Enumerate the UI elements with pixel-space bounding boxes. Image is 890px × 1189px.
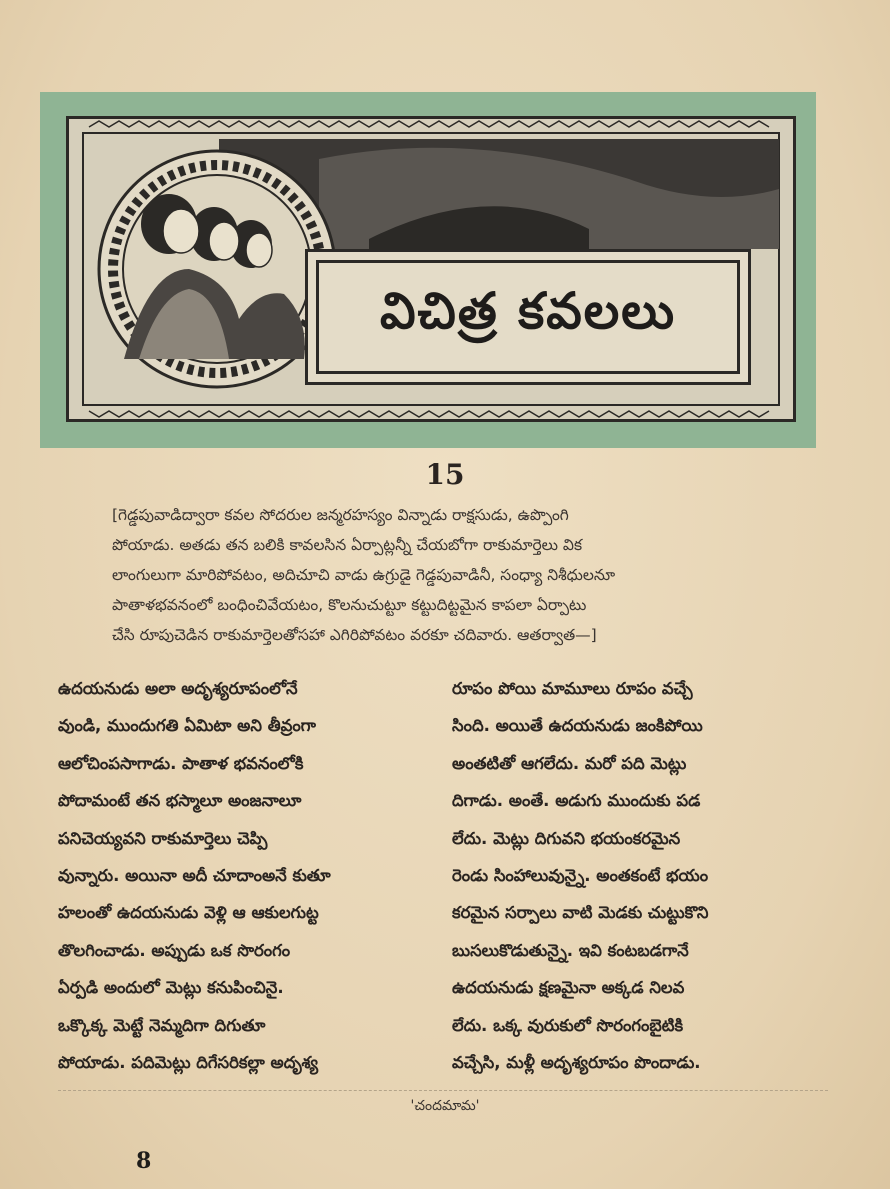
body-line: అంతటితో ఆగలేదు. మరో పది మెట్లు <box>452 753 687 773</box>
title-banner <box>40 92 816 448</box>
body-line: పోయాడు. పదిమెట్లు దిగేసరికల్లా అదృశ్య <box>58 1053 319 1073</box>
body-line: వున్నారు. అయినా అదీ చూదాంఅనే కుతూ <box>58 866 331 886</box>
body-line: పనిచెయ్యవని రాకుమార్తెలు చెప్పి <box>58 828 268 848</box>
body-line: ఒక్కొక్క మెట్టే నెమ్మదిగా దిగుతూ <box>58 1015 266 1035</box>
text-column-left <box>58 670 428 1081</box>
summary-line: లాంగులుగా మారిపోవటం, అదిచూచి వాడు ఉగ్రుడై గెడ్డపువాడినీ, సంధ్యా నిశీధులనూ <box>112 566 616 584</box>
magazine-name: 'చందమామ' <box>410 1098 480 1114</box>
story-summary <box>112 500 772 650</box>
page-title: విచిత్ర కవలలు <box>379 281 676 340</box>
body-line: లేదు. మెట్లు దిగువని భయంకరమైన <box>452 828 681 848</box>
body-line: తొలగించాడు. అప్పుడు ఒక సొరంగం <box>58 940 291 960</box>
body-line: బుసలుకొడుతున్నై. ఇవి కంటబడగానే <box>452 940 689 960</box>
footer-divider <box>58 1090 828 1091</box>
body-line: దిగాడు. అంతే. అడుగు ముందుకు పడ <box>452 791 701 811</box>
body-line: వుండి, ముందుగతి ఏమిటా అని తీవ్రంగా <box>58 716 316 736</box>
body-line: సింది. అయితే ఉదయనుడు జంకిపోయి <box>452 716 703 736</box>
body-line: ఉదయనుడు క్షణమైనా అక్కడ నిలవ <box>452 978 685 998</box>
body-line: వచ్చేసి, మళ్లీ అదృశ్యరూపం పొందాడు. <box>452 1053 701 1073</box>
summary-line: [గెడ్డపువాడిద్వారా కవల సోదరుల జన్మరహస్యం విన్నాడు రాక్షసుడు, ఉప్పొంగి <box>112 506 569 524</box>
chapter-number: 15 <box>425 458 465 491</box>
banner-illustration <box>66 116 796 422</box>
summary-line: పోయాడు. అతడు తన బలికి కావలసిన ఏర్పాట్లన్నీ చేయబోగా రాకుమార్తెలు విక <box>112 536 583 554</box>
body-line: లేదు. ఒక్క వురుకులో సొరంగంబైటికి <box>452 1015 684 1035</box>
body-line: ఉదయనుడు అలా అదృశ్యరూపంలోనే <box>58 679 298 698</box>
body-line: రూపం పోయి మామూలు రూపం వచ్చే <box>452 679 693 698</box>
body-line: రెండు సింహాలువున్నై. అంతకంటే భయం <box>452 866 709 886</box>
page-number: 8 <box>136 1148 152 1174</box>
body-line: ఆలోచింపసాగాడు. పాతాళ భవనంలోకి <box>58 753 304 773</box>
body-line: హలంతో ఉదయనుడు వెళ్లి ఆ ఆకులగుట్ట <box>58 903 319 923</box>
body-line: కరమైన సర్పాలు వాటి మెడకు చుట్టుకొని <box>452 903 709 923</box>
text-column-right <box>452 670 822 1081</box>
title-box <box>305 249 751 385</box>
summary-line: చేసి రూపుచెడిన రాకుమార్తెలతోసహా ఎగిరిపోవటం వరకూ చదివారు. ఆతర్వాత—] <box>112 626 597 644</box>
body-line: ఏర్పడి అందులో మెట్లు కనుపించినై. <box>58 978 284 998</box>
body-line: పోదామంటే తన భస్మాలూ అంజనాలూ <box>58 791 302 811</box>
summary-line: పాతాళభవనంలో బంధించివేయటం, కొలనుచుట్టూ కట్టుదిట్టమైన కాపలా ఏర్పాటు <box>112 596 587 614</box>
